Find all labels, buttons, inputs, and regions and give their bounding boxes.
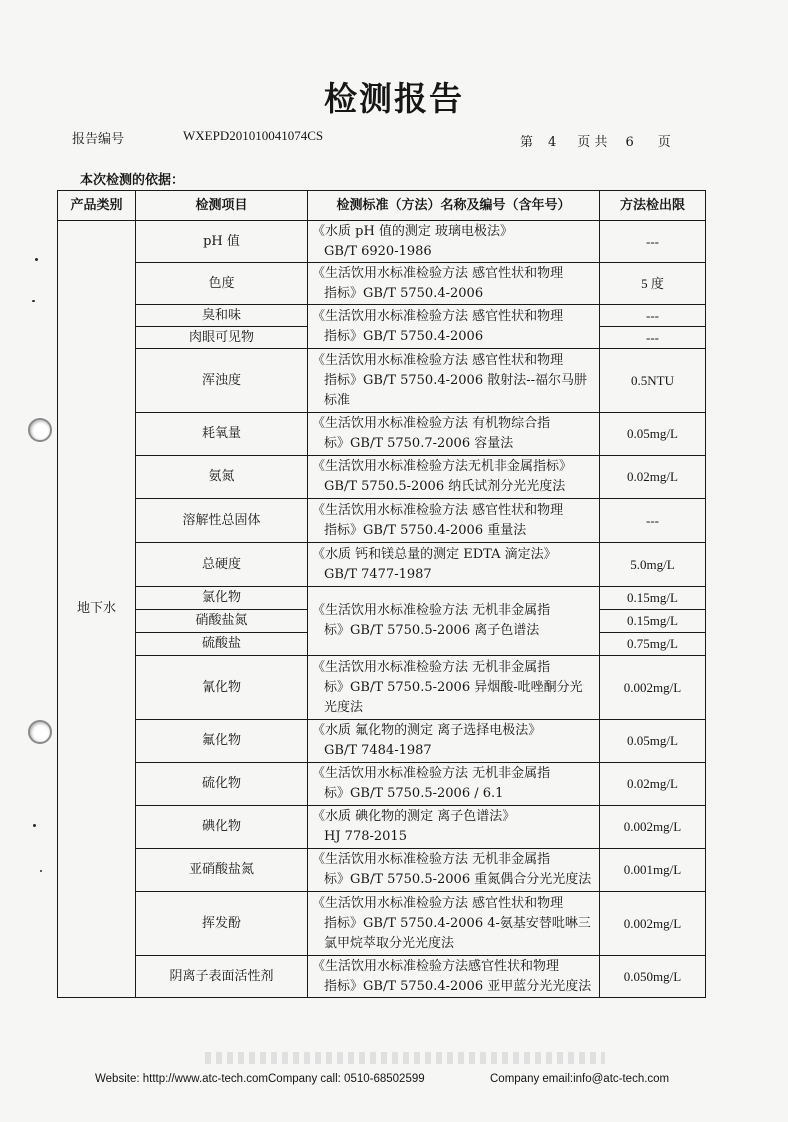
table-row bbox=[58, 720, 706, 763]
item-cell: 色度 bbox=[136, 263, 308, 305]
standard-cell bbox=[308, 349, 600, 413]
standard-cell bbox=[308, 587, 600, 656]
standard-line: HJ 778-2015 bbox=[324, 829, 407, 844]
limit-cell: 0.05mg/L bbox=[600, 413, 706, 456]
standard-line: 《生活饮用水标准检验方法 无机非金属指 bbox=[312, 659, 551, 675]
page-title: 检测报告 bbox=[324, 79, 464, 118]
limit-cell: 0.050mg/L bbox=[600, 956, 706, 998]
table-row bbox=[58, 763, 706, 806]
standard-cell bbox=[308, 499, 600, 543]
item-cell: 硝酸盐氮 bbox=[136, 610, 308, 633]
limit-cell: 0.15mg/L bbox=[600, 610, 706, 633]
limit-cell: 0.05mg/L bbox=[600, 720, 706, 763]
table-row bbox=[58, 587, 706, 610]
item-cell: 挥发酚 bbox=[136, 892, 308, 956]
table-row bbox=[58, 221, 706, 263]
limit-cell: --- bbox=[600, 499, 706, 543]
table-row bbox=[58, 806, 706, 849]
standard-line: 标》GB/T 5750.5-2006 异烟酸-吡唑酮分光 bbox=[324, 679, 583, 695]
standard-cell bbox=[308, 763, 600, 806]
page-mid: 页 共 bbox=[577, 135, 608, 150]
limit-cell: --- bbox=[600, 221, 706, 263]
standard-line: 《生活饮用水标准检验方法无机非金属指标》 bbox=[312, 459, 573, 474]
item-cell: 肉眼可见物 bbox=[136, 327, 308, 349]
basis-label: 本次检测的依据： bbox=[80, 173, 185, 188]
standard-line: 标》GB/T 5750.5-2006 离子色谱法 bbox=[324, 623, 540, 638]
header-item: 检测项目 bbox=[136, 191, 308, 221]
standard-cell bbox=[308, 263, 600, 305]
table-row bbox=[58, 892, 706, 956]
standard-line: 《水质 pH 值的测定 玻璃电极法》 bbox=[312, 223, 514, 239]
item-cell: 溶解性总固体 bbox=[136, 499, 308, 543]
standard-line: 《生活饮用水标准检验方法 感官性状和物理 bbox=[312, 352, 564, 368]
standard-line: 指标》GB/T 5750.4-2006 散射法--福尔马肼 bbox=[324, 372, 588, 388]
standard-cell bbox=[308, 413, 600, 456]
report-number-label: 报告编号 bbox=[72, 132, 125, 147]
limit-cell: 0.002mg/L bbox=[600, 806, 706, 849]
page-total: 6 bbox=[625, 135, 634, 150]
page-suffix: 页 bbox=[657, 135, 671, 150]
scan-speck bbox=[35, 258, 38, 261]
standard-line: 标》GB/T 5750.5-2006 / 6.1 bbox=[324, 786, 504, 801]
standard-line: GB/T 7477-1987 bbox=[324, 566, 432, 582]
limit-cell: 0.75mg/L bbox=[600, 633, 706, 656]
standard-line: 指标》GB/T 5750.4-2006 bbox=[324, 328, 484, 344]
report-number: WXEPD201010041074CS bbox=[183, 128, 324, 143]
faded-watermark bbox=[205, 1052, 605, 1064]
item-cell: 耗氧量 bbox=[136, 413, 308, 456]
standard-cell bbox=[308, 956, 600, 998]
standard-line: 指标》GB/T 5750.4-2006 重量法 bbox=[324, 522, 527, 538]
item-cell: 浑浊度 bbox=[136, 349, 308, 413]
table-row bbox=[58, 456, 706, 499]
standard-line: 指标》GB/T 5750.4-2006 亚甲蓝分光光度法 bbox=[324, 978, 592, 994]
header-limit: 方法检出限 bbox=[600, 191, 706, 221]
standard-line: GB/T 5750.5-2006 纳氏试剂分光光度法 bbox=[324, 479, 566, 494]
standard-line: 标》GB/T 5750.5-2006 重氮偶合分光光度法 bbox=[324, 872, 592, 887]
limit-cell: 0.15mg/L bbox=[600, 587, 706, 610]
punch-hole-bottom bbox=[28, 720, 52, 744]
standard-line: GB/T 6920-1986 bbox=[324, 243, 432, 259]
header-category: 产品类别 bbox=[58, 191, 136, 221]
standard-cell bbox=[308, 543, 600, 587]
standard-line: 光度法 bbox=[324, 699, 364, 715]
limit-cell: 0.02mg/L bbox=[600, 763, 706, 806]
limit-cell: 0.001mg/L bbox=[600, 849, 706, 892]
item-cell: pH 值 bbox=[136, 221, 308, 263]
page-indicator bbox=[520, 131, 671, 150]
table-row bbox=[58, 956, 706, 998]
item-cell: 阴离子表面活性剂 bbox=[136, 956, 308, 998]
table-row bbox=[58, 499, 706, 543]
table-header-row bbox=[58, 191, 706, 221]
table-row bbox=[58, 413, 706, 456]
standard-line: 《生活饮用水标准检验方法 感官性状和物理 bbox=[312, 308, 564, 324]
limit-cell: 0.02mg/L bbox=[600, 456, 706, 499]
standard-cell bbox=[308, 892, 600, 956]
limit-cell: 0.002mg/L bbox=[600, 892, 706, 956]
standard-cell bbox=[308, 849, 600, 892]
table-row bbox=[58, 849, 706, 892]
standard-cell bbox=[308, 456, 600, 499]
test-standards-table bbox=[57, 190, 706, 998]
scan-speck bbox=[32, 300, 35, 302]
item-cell: 臭和味 bbox=[136, 305, 308, 327]
item-cell: 总硬度 bbox=[136, 543, 308, 587]
page-prefix: 第 bbox=[520, 135, 534, 150]
standard-cell bbox=[308, 221, 600, 263]
standard-cell bbox=[308, 305, 600, 349]
standard-line: 《生活饮用水标准检验方法 无机非金属指 bbox=[312, 766, 551, 781]
footer-website: Website: htttp://www.atc-tech.comCompany call: 0510-68502599 bbox=[95, 1073, 425, 1085]
standard-cell bbox=[308, 656, 600, 720]
standard-cell bbox=[308, 720, 600, 763]
item-cell: 硫酸盐 bbox=[136, 633, 308, 656]
standard-line: 《生活饮用水标准检验方法 无机非金属指 bbox=[312, 852, 551, 867]
standard-line: 《水质 氟化物的测定 离子选择电极法》 bbox=[312, 723, 542, 738]
standard-line: 氯甲烷萃取分光光度法 bbox=[324, 935, 455, 951]
table-row bbox=[58, 349, 706, 413]
table-row bbox=[58, 656, 706, 720]
standard-line: 《生活饮用水标准检验方法 感官性状和物理 bbox=[312, 895, 564, 911]
limit-cell: 0.002mg/L bbox=[600, 656, 706, 720]
item-cell: 氯化物 bbox=[136, 587, 308, 610]
standard-line: 《生活饮用水标准检验方法 感官性状和物理 bbox=[312, 265, 564, 281]
table-row bbox=[58, 263, 706, 305]
limit-cell: 0.5NTU bbox=[600, 349, 706, 413]
scan-speck bbox=[33, 824, 36, 827]
standard-line: 《生活饮用水标准检验方法 无机非金属指 bbox=[312, 603, 551, 618]
item-cell: 氟化物 bbox=[136, 720, 308, 763]
limit-cell: --- bbox=[600, 327, 706, 349]
item-cell: 硫化物 bbox=[136, 763, 308, 806]
standard-line: 标》GB/T 5750.7-2006 容量法 bbox=[324, 436, 514, 451]
standard-line: 指标》GB/T 5750.4-2006 bbox=[324, 285, 484, 301]
limit-cell: --- bbox=[600, 305, 706, 327]
standard-line: 标准 bbox=[324, 392, 351, 408]
item-cell: 碘化物 bbox=[136, 806, 308, 849]
punch-hole-top bbox=[28, 418, 52, 442]
standard-cell bbox=[308, 806, 600, 849]
standard-line: 《生活饮用水标准检验方法感官性状和物理 bbox=[312, 958, 560, 974]
table-row bbox=[58, 543, 706, 587]
item-cell: 氰化物 bbox=[136, 656, 308, 720]
standard-line: 《水质 碘化物的测定 离子色谱法》 bbox=[312, 809, 516, 824]
page-current: 4 bbox=[548, 135, 557, 150]
standard-line: 指标》GB/T 5750.4-2006 4-氨基安替吡啉三 bbox=[324, 915, 591, 931]
item-cell: 氨氮 bbox=[136, 456, 308, 499]
limit-cell: 5 度 bbox=[600, 263, 706, 305]
standard-line: 《生活饮用水标准检验方法 有机物综合指 bbox=[312, 416, 551, 431]
category-cell: 地下水 bbox=[58, 221, 136, 998]
standard-line: 《水质 钙和镁总量的测定 EDTA 滴定法》 bbox=[312, 546, 557, 562]
footer-email: Company email:info@atc-tech.com bbox=[490, 1073, 670, 1085]
standard-line: GB/T 7484-1987 bbox=[324, 743, 432, 758]
scan-speck bbox=[40, 870, 42, 872]
limit-cell: 5.0mg/L bbox=[600, 543, 706, 587]
table-row bbox=[58, 305, 706, 327]
header-standard: 检测标准（方法）名称及编号（含年号） bbox=[308, 191, 600, 221]
item-cell: 亚硝酸盐氮 bbox=[136, 849, 308, 892]
standard-line: 《生活饮用水标准检验方法 感官性状和物理 bbox=[312, 502, 564, 518]
